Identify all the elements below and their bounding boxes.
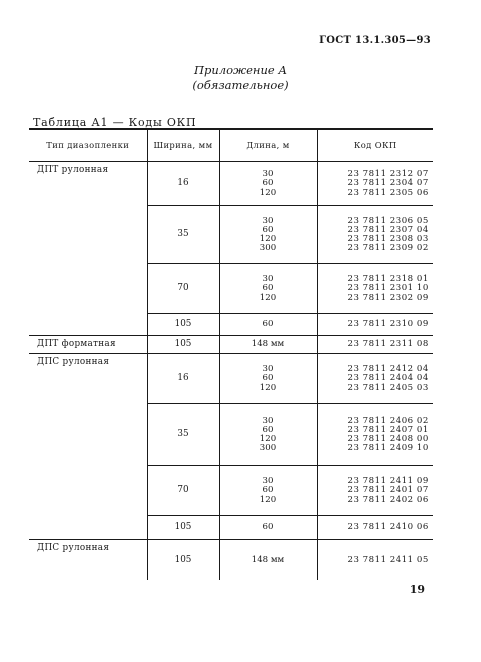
cell-width: 105 [147, 540, 219, 580]
length-value: 30 [262, 169, 274, 180]
okp-code: 23 7811 2410 06 [347, 522, 429, 533]
okp-code: 23 7811 2401 07 [347, 485, 429, 496]
cell-film-type [29, 516, 147, 540]
column-header-type: Тип диазопленки [29, 129, 147, 162]
okp-code: 23 7811 2409 10 [347, 443, 429, 454]
okp-code: 23 7811 2304 07 [347, 178, 429, 189]
cell-codes [317, 162, 433, 206]
okp-code: 23 7811 2318 01 [347, 274, 429, 285]
page-number: 19 [409, 583, 425, 596]
okp-code: 23 7811 2310 09 [347, 319, 429, 330]
okp-code: 23 7811 2302 09 [347, 292, 429, 303]
table-row [29, 206, 433, 264]
cell-width: 70 [147, 466, 219, 516]
table-row [29, 404, 433, 466]
cell-film-type [29, 314, 147, 336]
length-value: 120 [259, 234, 277, 244]
length-value: 148 мм [251, 339, 285, 350]
cell-lengths [219, 516, 317, 540]
length-value: 120 [259, 434, 277, 444]
cell-film-type [29, 206, 147, 264]
length-value: 300 [259, 243, 277, 254]
cell-codes [317, 516, 433, 540]
table-header-row [29, 129, 433, 162]
okp-code: 23 7811 2306 05 [347, 215, 429, 226]
table-row [29, 516, 433, 540]
table-row [29, 540, 433, 580]
length-value: 120 [259, 292, 277, 303]
cell-lengths [219, 404, 317, 466]
okp-code: 23 7811 2406 02 [347, 415, 429, 426]
okp-code: 23 7811 2411 09 [347, 476, 429, 487]
column-header-code: Код ОКП [317, 129, 433, 162]
okp-code: 23 7811 2308 03 [347, 234, 429, 244]
length-value: 60 [262, 373, 274, 384]
length-value: 30 [262, 415, 274, 426]
column-header-length: Длина, м [219, 129, 317, 162]
cell-lengths [219, 354, 317, 404]
cell-codes [317, 336, 433, 354]
table-row [29, 264, 433, 314]
length-value: 60 [262, 283, 274, 294]
cell-film-type: ДПТ рулонная [29, 162, 147, 206]
okp-code: 23 7811 2301 10 [347, 283, 429, 294]
length-value: 60 [262, 224, 274, 235]
cell-codes [317, 264, 433, 314]
length-value: 30 [262, 364, 274, 375]
okp-code: 23 7811 2402 06 [347, 494, 429, 505]
cell-codes [317, 354, 433, 404]
okp-code: 23 7811 2305 06 [347, 187, 429, 198]
cell-width: 105 [147, 336, 219, 354]
okp-code: 23 7811 2309 02 [347, 243, 429, 254]
cell-film-type: ДПС рулонная [29, 540, 147, 580]
table-body [29, 162, 433, 580]
cell-width: 70 [147, 264, 219, 314]
okp-code: 23 7811 2412 04 [347, 364, 429, 375]
cell-film-type: ДПС рулонная [29, 354, 147, 404]
length-value: 30 [262, 476, 274, 487]
length-value: 60 [262, 485, 274, 496]
table-row [29, 354, 433, 404]
length-value: 120 [259, 187, 277, 198]
cell-lengths [219, 336, 317, 354]
table-row [29, 336, 433, 354]
cell-codes [317, 314, 433, 336]
length-value: 300 [259, 443, 277, 454]
length-value: 148 мм [251, 554, 285, 565]
length-value: 120 [259, 494, 277, 505]
cell-lengths [219, 162, 317, 206]
length-value: 60 [262, 522, 274, 533]
table-row [29, 314, 433, 336]
document-header: ГОСТ 13.1.305—93 [319, 35, 431, 46]
okp-code: 23 7811 2404 04 [347, 373, 429, 384]
length-value: 30 [262, 215, 274, 226]
cell-width: 35 [147, 206, 219, 264]
cell-film-type [29, 404, 147, 466]
column-header-width: Ширина, мм [147, 129, 219, 162]
okp-code: 23 7811 2307 04 [347, 224, 429, 235]
cell-lengths [219, 540, 317, 580]
appendix-note: (обязательное) [192, 78, 289, 92]
okp-code: 23 7811 2407 01 [347, 424, 429, 435]
cell-lengths [219, 466, 317, 516]
cell-codes [317, 540, 433, 580]
okp-code: 23 7811 2408 00 [347, 434, 429, 444]
length-value: 60 [262, 178, 274, 189]
table-row [29, 162, 433, 206]
cell-film-type [29, 264, 147, 314]
length-value: 60 [262, 319, 274, 330]
okp-codes-table [29, 128, 433, 580]
cell-width: 105 [147, 314, 219, 336]
cell-lengths [219, 264, 317, 314]
okp-code: 23 7811 2311 08 [347, 339, 429, 350]
cell-film-type [29, 466, 147, 516]
length-value: 60 [262, 424, 274, 435]
cell-codes [317, 206, 433, 264]
table-caption: Таблица А1 — Коды ОКП [33, 116, 197, 129]
cell-lengths [219, 314, 317, 336]
okp-code: 23 7811 2411 05 [347, 554, 429, 565]
cell-lengths [219, 206, 317, 264]
cell-codes [317, 404, 433, 466]
cell-codes [317, 466, 433, 516]
length-value: 30 [262, 274, 274, 285]
appendix-title: Приложение А [193, 63, 288, 77]
cell-width: 16 [147, 354, 219, 404]
table-row [29, 466, 433, 516]
length-value: 120 [259, 382, 277, 393]
okp-code: 23 7811 2312 07 [347, 169, 429, 180]
cell-width: 16 [147, 162, 219, 206]
cell-film-type: ДПТ форматная [29, 336, 147, 354]
okp-code: 23 7811 2405 03 [347, 382, 429, 393]
cell-width: 105 [147, 516, 219, 540]
cell-width: 35 [147, 404, 219, 466]
